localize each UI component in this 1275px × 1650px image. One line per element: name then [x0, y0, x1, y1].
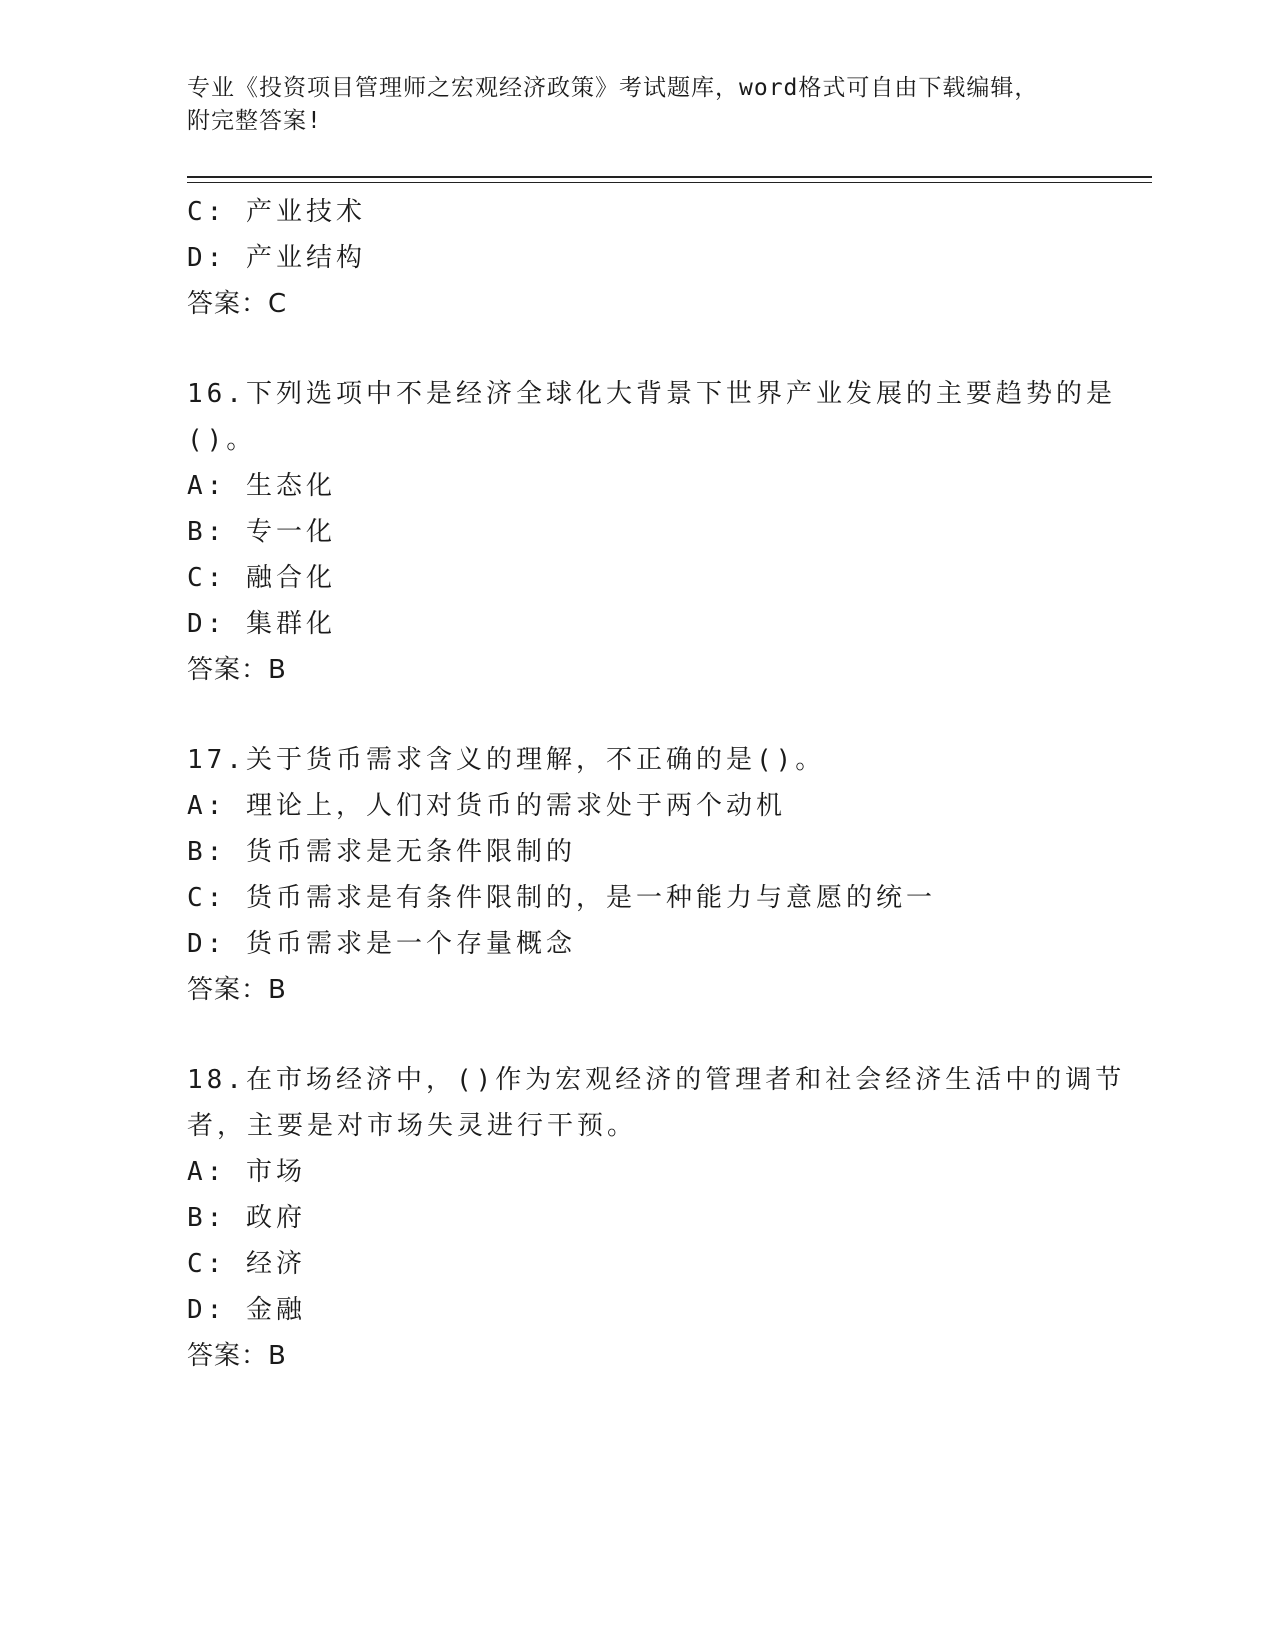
answer-line: 答案：C [187, 289, 288, 319]
question-gap [187, 693, 1087, 737]
question-stem: 17.关于货币需求含义的理解，不正确的是()。 [187, 745, 826, 775]
option-a: A: 理论上，人们对货币的需求处于两个动机 [187, 791, 786, 821]
header-divider-thin [187, 182, 1152, 183]
option-c: C: 融合化 [187, 563, 336, 593]
option-c: C: 经济 [187, 1249, 306, 1279]
answer-line: 答案：B [187, 655, 287, 685]
option-d: D: 金融 [187, 1295, 306, 1325]
option-c: C: 货币需求是有条件限制的，是一种能力与意愿的统一 [187, 883, 936, 913]
option-a: A: 市场 [187, 1157, 306, 1187]
option-d: D: 货币需求是一个存量概念 [187, 929, 576, 959]
option-b: B: 货币需求是无条件限制的 [187, 837, 576, 867]
question-17 [187, 737, 1087, 1013]
option-d: D: 产业结构 [187, 243, 366, 273]
question-stem: 18.在市场经济中，()作为宏观经济的管理者和社会经济生活中的调节 [187, 1065, 1126, 1095]
question-list [187, 189, 1126, 1379]
question-stem: 16.下列选项中不是经济全球化大背景下世界产业发展的主要趋势的是 [187, 379, 1116, 409]
question-gap [187, 1013, 1087, 1057]
option-a: A: 生态化 [187, 471, 336, 501]
header-line-2: 附完整答案! [187, 108, 322, 134]
question-16 [187, 371, 1116, 693]
question-stem-continued: 者，主要是对市场失灵进行干预。 [187, 1111, 638, 1141]
question-gap [187, 327, 1087, 371]
question-18 [187, 1057, 1126, 1379]
question-15-tail [187, 189, 1087, 327]
header-divider-thick [187, 176, 1152, 178]
header-line-1: 专业《投资项目管理师之宏观经济政策》考试题库，word格式可自由下载编辑， [187, 75, 1039, 101]
document-header [187, 72, 1087, 138]
option-d: D: 集群化 [187, 609, 336, 639]
option-b: B: 政府 [187, 1203, 306, 1233]
question-stem-continued: ()。 [187, 425, 257, 455]
answer-line: 答案：B [187, 1341, 287, 1371]
option-b: B: 专一化 [187, 517, 336, 547]
answer-line: 答案：B [187, 975, 287, 1005]
option-c: C: 产业技术 [187, 197, 366, 227]
